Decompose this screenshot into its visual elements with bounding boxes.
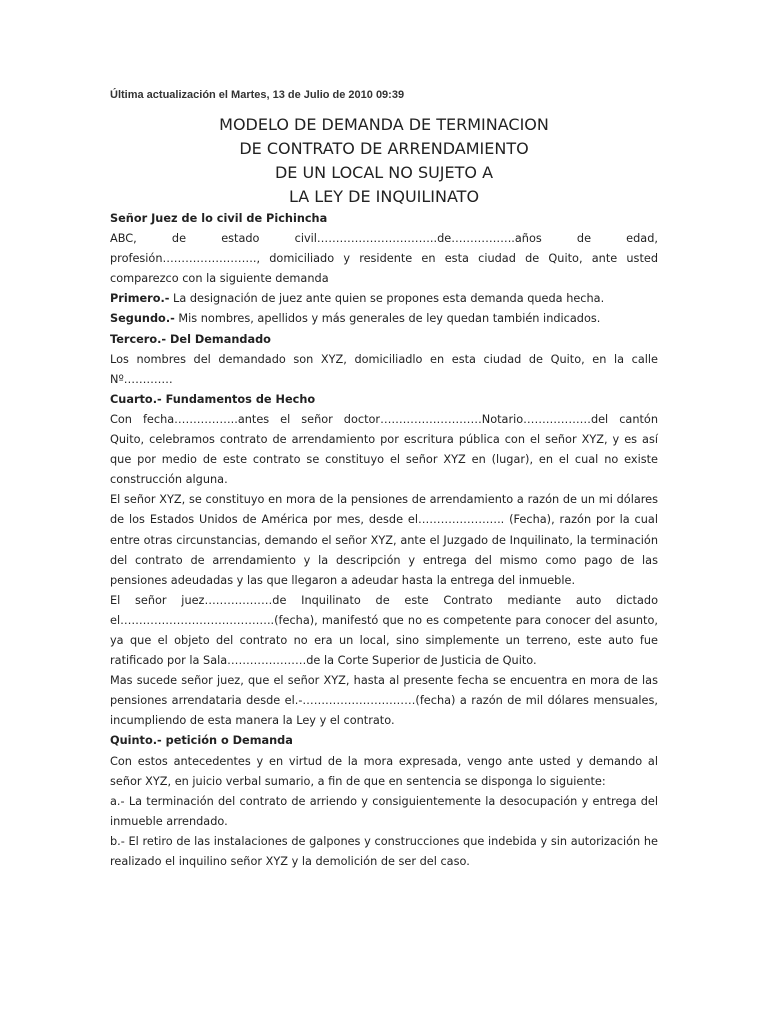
- section-heading-tercero: Tercero.- Del Demandado: [110, 332, 271, 346]
- tercero-paragraph: Los nombres del demandado son XYZ, domiciliadlo en esta ciudad de Quito, en la calle Nº………….: [110, 352, 658, 386]
- section-heading-cuarto: Cuarto.- Fundamentos de Hecho: [110, 392, 316, 406]
- primero-paragraph: [110, 289, 658, 309]
- segundo-paragraph: [110, 309, 658, 329]
- document-title: [110, 113, 658, 209]
- intro-paragraph: profesión……………………., domiciliado y residente en esta ciudad de Quito, ante usted comparezco con la siguiente demanda: [110, 252, 658, 286]
- primero-text: La designación de juez ante quien se propones esta demanda queda hecha.: [169, 292, 605, 306]
- cuarto-paragraph-3: El señor juez………………de Inquilinato de este Contrato mediante auto dictado el…………………………………..(fecha), manifestó que no es competente para conocer del asunto, ya que el objeto del contrato no era un local, sino simplemente un terreno, este auto fue ratificado por la Sala…………………de la Corte Superior de Justicia de Quito.: [110, 593, 658, 668]
- addressee: Señor Juez de lo civil de Pichincha: [110, 212, 328, 225]
- last-updated-date: Última actualización el Martes, 13 de Julio de 2010 09:39: [110, 89, 405, 101]
- title-line: MODELO DE DEMANDA DE TERMINACION: [219, 115, 549, 134]
- cuarto-paragraph-4: Mas sucede señor juez, que el señor XYZ, hasta al presente fecha se encuentra en mora de las pensiones arrendataria desde el.-…………………………(fecha) a razón de mil dólares mensuales, incumpliendo de esta manera la Ley y el contrato.: [110, 674, 658, 728]
- primero-label: Primero.-: [110, 292, 170, 306]
- section-heading-quinto: Quinto.- petición o Demanda: [110, 734, 293, 748]
- segundo-text: Mis nombres, apellidos y más generales de ley quedan también indicados.: [174, 312, 601, 326]
- list-item-a: a.- La terminación del contrato de arriendo y consiguientemente la desocupación y entrega del inmueble arrendado.: [110, 794, 658, 828]
- list-item-b: b.- El retiro de las instalaciones de galpones y construcciones que indebida y sin autorización he realizado el inquilino señor XYZ y la demolición de ser del caso.: [110, 834, 658, 868]
- title-line: DE UN LOCAL NO SUJETO A: [274, 163, 494, 182]
- title-line: LA LEY DE INQUILINATO: [288, 187, 480, 206]
- intro-first-line: ABC, de estado civil…………………………..de……………..años de edad,: [110, 232, 658, 246]
- title-line: DE CONTRATO DE ARRENDAMIENTO: [239, 139, 529, 158]
- segundo-label: Segundo.-: [110, 312, 175, 326]
- cuarto-paragraph-1: Con fecha……………..antes el señor doctor………………………Notario………………del cantón Quito, celebramos contrato de arrendamiento por escritura pública con el señor XYZ, y es así que por medio de este contrato se constituyo el señor XYZ en (lugar), en el cual no existe construcción alguna.: [110, 412, 658, 487]
- quinto-paragraph: Con estos antecedentes y en virtud de la mora expresada, vengo ante usted y demando al señor XYZ, en juicio verbal sumario, a fin de que en sentencia se disponga lo siguiente:: [110, 754, 658, 788]
- cuarto-paragraph-2: El señor XYZ, se constituyo en mora de la pensiones de arrendamiento a razón de un mi dólares de los Estados Unidos de América por mes, desde el………………….. (Fecha), razón por la cual entre otras circunstancias, demando el señor XYZ, ante el Juzgado de Inquilinato, la terminación del contrato de arrendamiento y la descripción y entrega del mismo como pago de las pensiones adeudadas y las que llegaron a adeudar hasta la entrega del inmueble.: [110, 493, 658, 587]
- document-body: [110, 209, 658, 872]
